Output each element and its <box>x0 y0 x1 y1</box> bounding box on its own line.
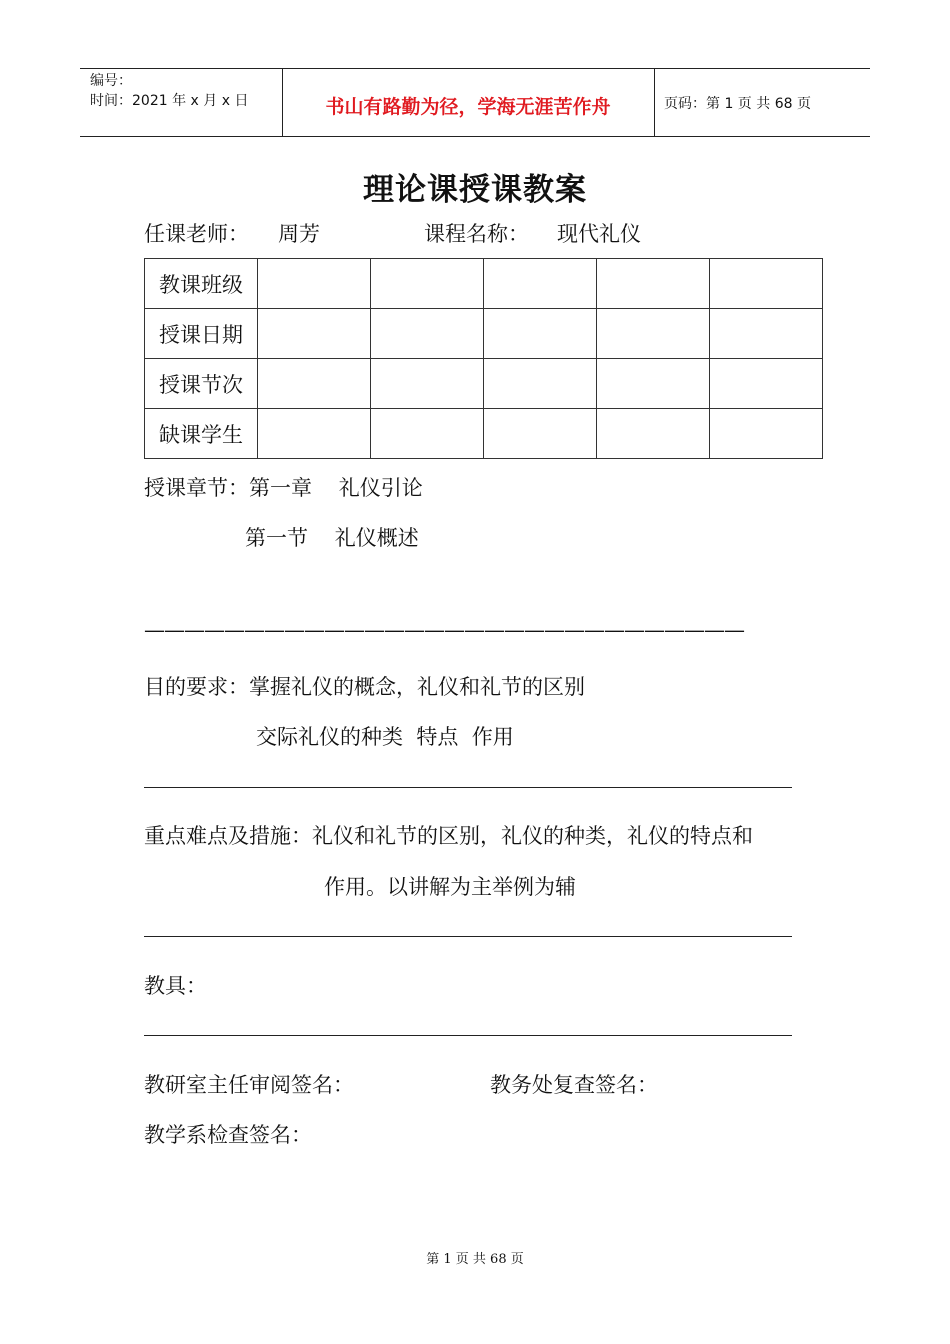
dept-sign-label: 教学系检查签名： <box>144 1123 312 1147</box>
key-points-line-1: 重点难点及措施：礼仪和礼节的区别，礼仪的种类，礼仪的特点和 <box>144 824 753 848</box>
office-sign-label: 教务处复查签名： <box>490 1073 658 1097</box>
separator-rule <box>144 936 792 937</box>
page-footer: 第 1 页 共 68 页 <box>426 1252 524 1267</box>
goals-line-2: 交际礼仪的种类 特点 作用 <box>256 725 514 749</box>
header-page-info: 页码：第 1 页 共 68 页 <box>664 96 811 112</box>
table-cell <box>710 359 823 409</box>
row-label: 教课班级 <box>145 259 258 309</box>
table-cell <box>371 409 484 459</box>
header-top-border <box>80 68 870 69</box>
header-divider-right <box>654 68 655 136</box>
table-cell <box>258 359 371 409</box>
chapter-line: 授课章节：第一章 礼仪引论 <box>144 476 423 500</box>
row-label: 授课节次 <box>145 359 258 409</box>
key-points-line-2: 作用。以讲解为主举例为辅 <box>324 875 576 899</box>
table-cell <box>258 259 371 309</box>
header-motto: 书山有路勤为径，学海无涯苦作舟 <box>325 96 611 118</box>
goals-line-1: 目的要求：掌握礼仪的概念，礼仪和礼节的区别 <box>144 675 585 699</box>
document-title: 理论课授课教案 <box>363 172 587 208</box>
course-label: 课程名称： <box>424 222 529 246</box>
row-label: 授课日期 <box>145 309 258 359</box>
dash-separator: —————————————————————————————— <box>144 618 744 642</box>
table-row <box>145 359 823 409</box>
table-row <box>145 409 823 459</box>
table-cell <box>710 309 823 359</box>
header-bottom-border <box>80 136 870 137</box>
table-cell <box>258 309 371 359</box>
table-cell <box>258 409 371 459</box>
table-cell <box>371 359 484 409</box>
table-cell <box>597 309 710 359</box>
separator-rule <box>144 1035 792 1036</box>
table-cell <box>484 359 597 409</box>
table-cell <box>597 259 710 309</box>
table-cell <box>710 259 823 309</box>
section-line: 第一节 礼仪概述 <box>245 526 419 550</box>
table-cell <box>484 409 597 459</box>
teacher-name: 周芳 <box>278 222 320 246</box>
table-cell <box>371 259 484 309</box>
header-number-label: 编号： <box>90 73 132 89</box>
row-label: 缺课学生 <box>145 409 258 459</box>
table-row <box>145 259 823 309</box>
class-info-table <box>144 258 823 459</box>
teacher-label: 任课老师： <box>144 222 249 246</box>
course-name: 现代礼仪 <box>557 222 641 246</box>
separator-rule <box>144 787 792 788</box>
table-row <box>145 309 823 359</box>
table-cell <box>597 409 710 459</box>
table-cell <box>371 309 484 359</box>
director-sign-label: 教研室主任审阅签名： <box>144 1073 354 1097</box>
table-cell <box>710 409 823 459</box>
header-time-label: 时间：2021 年 x 月 x 日 <box>90 93 249 109</box>
table-cell <box>484 259 597 309</box>
tools-label: 教具： <box>144 974 207 998</box>
table-cell <box>597 359 710 409</box>
table-cell <box>484 309 597 359</box>
